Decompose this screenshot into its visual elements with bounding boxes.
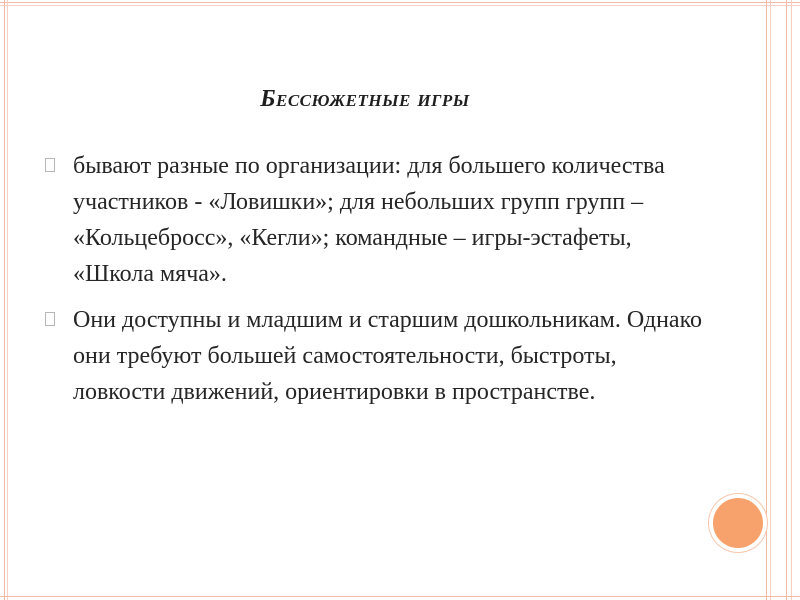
bullet-text-1: бывают разные по организации: для большего количества участников - «Ловишки»; для небольших групп групп – «Кольцеброcс», «Кегли»; командные – игры-эстафеты, «Школа мяча». (73, 153, 665, 287)
square-bullet-icon (45, 312, 55, 326)
frame-right-line (766, 0, 767, 600)
frame-top-line-inner (0, 5, 800, 6)
frame-right-line-inner (770, 0, 771, 600)
square-bullet-icon (45, 158, 55, 172)
bullet-text-2: Они доступны и младшим и старшим дошкольникам. Однако они требуют большей самостоятельности, быстроты, ловкости движений, ориентировки в пространстве. (73, 307, 703, 405)
accent-circle (713, 498, 763, 548)
frame-right-edge-line-inner (791, 0, 792, 600)
slide-title: Бессюжетные игры (260, 86, 470, 112)
bullet-item-1 (45, 148, 710, 292)
frame-bottom-line (0, 596, 800, 597)
frame-top-line (0, 2, 800, 3)
bullet-list (45, 148, 710, 420)
frame-right-edge-line (786, 0, 787, 600)
bullet-item-2 (45, 302, 710, 410)
